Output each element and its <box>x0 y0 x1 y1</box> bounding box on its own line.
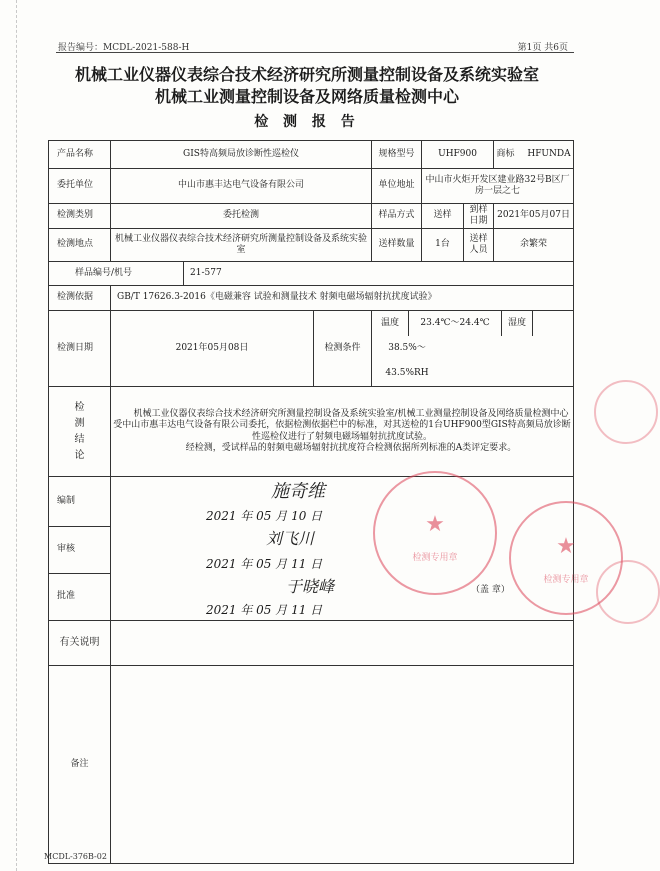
title-center: 机械工业测量控制设备及网络质量检测中心 <box>154 87 459 106</box>
arrival-date: 2021年05月07日 <box>494 204 574 229</box>
test-type: 委托检测 <box>111 204 372 229</box>
compile-date: 2021 年 05 月 10 日 <box>206 509 323 523</box>
sender-value: 余繁荣 <box>494 229 574 262</box>
product-name: GIS特高频局放诊断性巡检仪 <box>111 141 372 169</box>
seal-note: （盖 章） <box>471 585 510 595</box>
client-value: 中山市惠丰达电气设备有限公司 <box>111 169 372 204</box>
sender-label: 送样人员 <box>464 229 494 262</box>
approve-signature: 于晓峰 <box>286 577 335 596</box>
temp-value: 23.4℃～24.4℃ <box>409 311 502 336</box>
approve-date: 2021 年 05 月 11 日 <box>206 603 323 617</box>
header-rule <box>56 52 574 53</box>
remark-value <box>111 666 574 864</box>
site-label: 检测地点 <box>49 229 111 262</box>
client-addr-label: 单位地址 <box>372 169 422 204</box>
title-report: 检 测 报 告 <box>254 114 360 130</box>
model-label: 规格型号 <box>372 141 422 169</box>
brand-value: HFUNDA <box>527 148 571 159</box>
notes-value <box>111 621 574 666</box>
report-code: 报告编号：MCDL-2021-588-H <box>58 43 190 53</box>
sample-mode-label: 样品方式 <box>372 204 422 229</box>
sample-mode: 送样 <box>422 204 464 229</box>
review-date: 2021 年 05 月 11 日 <box>206 557 323 571</box>
review-label: 审核 <box>49 527 111 573</box>
compile-signature: 施奇维 <box>271 481 325 502</box>
site-value: 机械工业仪器仪表综合技术经济研究所测量控制设备及系统实验室 <box>111 229 372 262</box>
signature-area <box>111 477 589 621</box>
edge-seal-bottom <box>596 560 660 624</box>
compile-label: 编制 <box>49 477 111 527</box>
seal-1-text: 检测专用章 <box>412 553 458 563</box>
temp-label: 温度 <box>372 311 409 336</box>
hum-label: 湿度 <box>502 311 533 336</box>
cond-label: 检测条件 <box>314 311 372 387</box>
qty-label: 送样数量 <box>372 229 422 262</box>
arrival-label: 到样日期 <box>464 204 494 229</box>
date-label: 检测日期 <box>49 311 111 387</box>
form-code: MCDL-376B-02 <box>44 852 107 861</box>
brand-label: 商标 <box>496 148 515 159</box>
approve-label: 批准 <box>49 573 111 620</box>
conclusion-p2: 经检测，受试样品的射频电磁场辐射抗扰度符合检测依据所列标准的A类评定要求。 <box>185 442 517 453</box>
notes-label: 有关说明 <box>49 621 111 666</box>
edge-seal-top <box>594 380 658 444</box>
hum-value: 38.5%～43.5%RH <box>385 343 429 378</box>
page-indicator: 第1页 共6页 <box>517 43 568 53</box>
client-addr: 中山市火炬开发区建业路32号B区厂房一层之七 <box>422 169 574 204</box>
title-lab: 机械工业仪器仪表综合技术经济研究所测量控制设备及系统实验室 <box>74 65 539 84</box>
conclusion-p1: 机械工业仪器仪表综合技术经济研究所测量控制设备及系统实验室/机械工业测量控制设备及网络质量检测中心受中山市惠丰达电气设备有限公司委托，依据检测依据栏中的标准，对其送检的1台UHF900型GIS特高频局放诊断性巡检仪进行了射频电磁场辐射抗扰度试验。 <box>113 409 571 442</box>
sample-no: 21-577 <box>184 262 574 286</box>
brand-cell <box>494 141 574 169</box>
basis-value: GB/T 17626.3-2016《电磁兼容 试验和测量技术 射频电磁场辐射抗扰度试验》 <box>111 286 574 311</box>
conclusion-label-text: 检测结论 <box>74 401 85 461</box>
remark-label: 备注 <box>49 666 111 864</box>
seal-2-text: 检测专用章 <box>543 575 589 585</box>
test-type-label: 检测类别 <box>49 204 111 229</box>
date-value: 2021年05月08日 <box>111 311 314 387</box>
model-value: UHF900 <box>422 141 494 169</box>
conclusion-body <box>111 387 574 477</box>
sample-no-label: 样品编号/机号 <box>49 262 184 286</box>
product-name-label: 产品名称 <box>49 141 111 169</box>
basis-label: 检测依据 <box>49 286 111 311</box>
seal-star-icon: ★ <box>425 512 445 537</box>
qty-value: 1台 <box>422 229 464 262</box>
report-table <box>48 140 589 864</box>
seal-star-icon: ★ <box>556 534 576 559</box>
cond-values <box>372 311 574 387</box>
review-signature: 刘飞川 <box>266 529 315 548</box>
client-label: 委托单位 <box>49 169 111 204</box>
conclusion-label <box>49 387 111 477</box>
official-seal-1 <box>373 471 497 595</box>
